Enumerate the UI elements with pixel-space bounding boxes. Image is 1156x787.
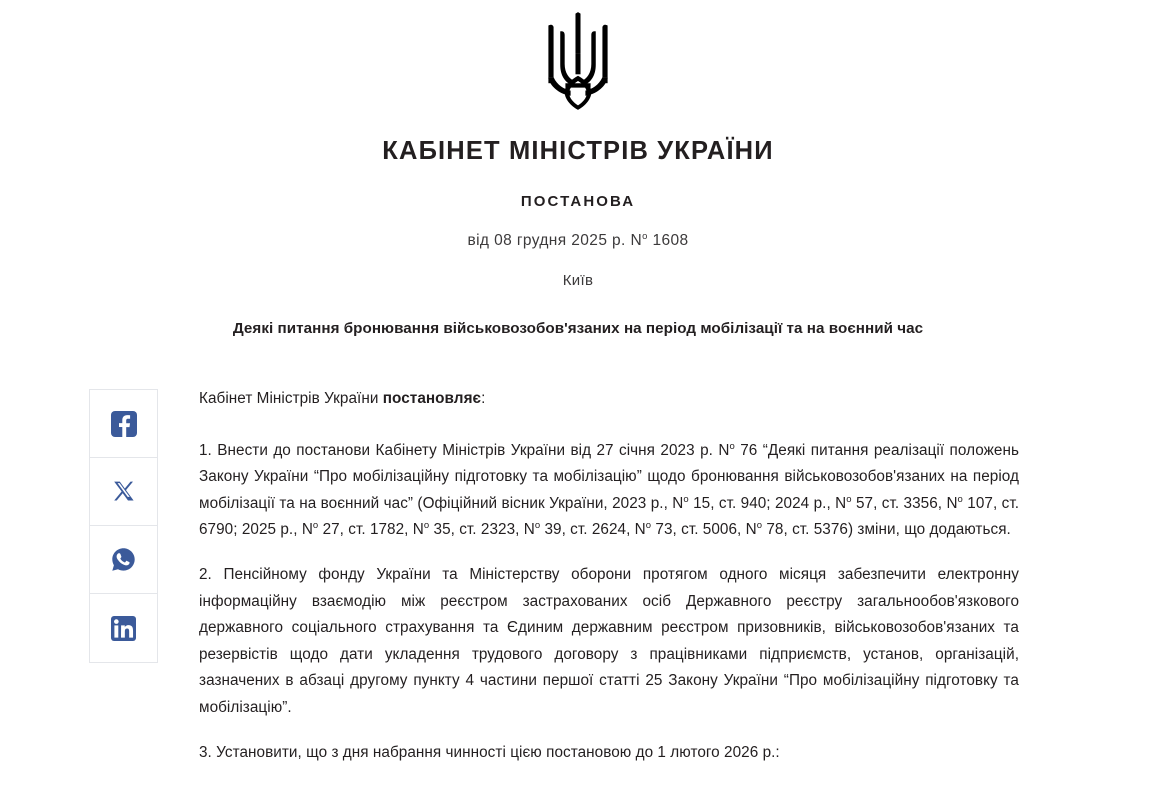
p1-segment-c: 15, ст. 940; 2024 р., N: [688, 494, 847, 512]
p1-sup-f: o: [423, 520, 430, 532]
p1-segment-f: 27, ст. 1782, N: [318, 521, 424, 539]
p1-sup-b: o: [683, 493, 689, 505]
p1-segment-b: 76 “Деякі питання реалізації положень Закону України “Про мобілізаційну підготовку та мобілізацію” щодо бронювання військовозобов'язаних на період мобілізації та на воєнний час” (Офіційний вісник України, 2023 р., N: [199, 441, 1020, 512]
document-body: [199, 386, 1019, 766]
p1-sup-i: o: [756, 520, 763, 532]
p1-sup-g: o: [534, 520, 541, 532]
document-header: [0, 136, 1156, 289]
social-share-rail: [89, 389, 158, 663]
p1-segment-e: 107, ст. 6790; 2025 р., N: [199, 494, 1019, 539]
paragraph-3: 3. Установити, що з дня набрання чинності цією постановою до 1 лютого 2026 р.:: [199, 743, 780, 761]
paragraph-intro: [199, 386, 1019, 413]
p1-segment-h: 39, ст. 2624, N: [540, 521, 646, 539]
p1-sup-h: o: [645, 520, 652, 532]
p1-sup-d: o: [957, 493, 963, 505]
document-city: Київ: [562, 271, 594, 289]
share-button-facebook[interactable]: [90, 390, 157, 458]
document-date-number: [0, 232, 1156, 250]
organization-title: КАБІНЕТ МІНІСТРІВ УКРАЇНИ: [382, 137, 774, 165]
intro-plain-text: Кабінет Міністрів України: [199, 390, 383, 407]
number-sign: $N^o$: [630, 230, 648, 249]
x-twitter-icon: [112, 480, 136, 504]
intro-tail-text: :: [481, 390, 486, 407]
share-button-linkedin[interactable]: [90, 594, 157, 662]
facebook-icon: [111, 411, 137, 437]
document-type: ПОСТАНОВА: [520, 192, 636, 210]
share-button-whatsapp[interactable]: [90, 526, 157, 594]
p1-sup-a: o: [729, 440, 735, 452]
whatsapp-icon: [111, 547, 136, 572]
linkedin-icon: [111, 616, 136, 641]
date-prefix: від 08 грудня 2025 р.: [467, 231, 631, 249]
p1-segment-d: 57, ст. 3356, N: [851, 494, 958, 512]
document-subject-title: Деякі питання бронювання військовозобов'язаних на період мобілізації та на воєнний час: [232, 320, 924, 337]
ukrainian-trident-coat-of-arms-icon: [541, 12, 615, 110]
emblem-container: [0, 12, 1156, 110]
p1-sup-c: o: [846, 493, 852, 505]
p1-segment-i: 73, ст. 5006, N: [651, 521, 757, 539]
p1-sup-e: o: [312, 520, 319, 532]
share-button-x-twitter[interactable]: [90, 458, 157, 526]
intro-bold-text: постановляє: [382, 390, 482, 407]
p1-segment-j: 78, ст. 5376) зміни, що додаються.: [762, 521, 1011, 539]
paragraph-2: 2. Пенсійному фонду України та Міністерству оборони протягом одного місяця забезпечити електронну інформаційну взаємодію між реєстром застрахованих осіб Державного реєстру загальнообов'язкового державного соціального страхування та Єдиним державним реєстром призовників, військовозобов'язаних та резервістів щодо дати укладення трудового договору з працівниками підприємств, установ, організацій, зазначених в абзаці другому пункту 4 частини першої статті 25 Закону України “Про мобілізаційну підготовку та мобілізацію”.: [199, 565, 1019, 716]
p1-segment-g: 35, ст. 2323, N: [429, 521, 535, 539]
p1-segment-a: 1. Внести до постанови Кабінету Міністрів України від 27 січня 2023 р. N: [199, 441, 730, 459]
number-value: 1608: [647, 231, 689, 249]
paragraph-1: [199, 438, 1019, 544]
